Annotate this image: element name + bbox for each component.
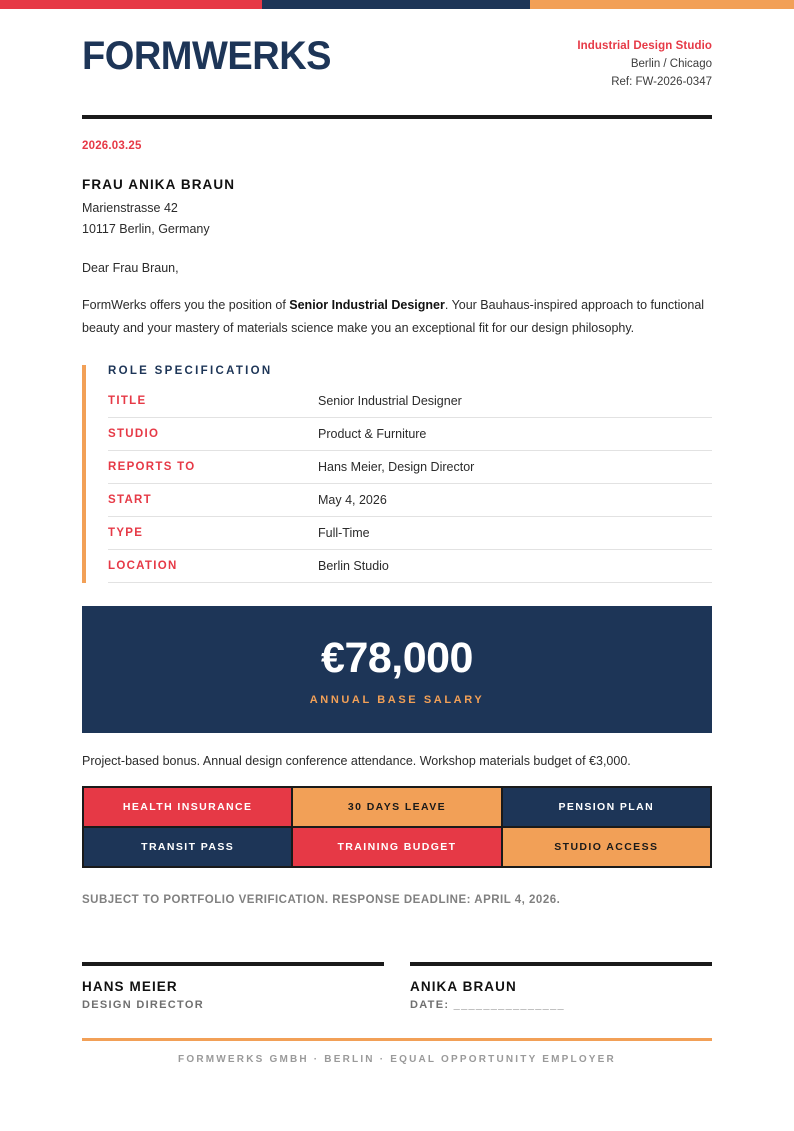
spec-value: Full-Time [318,517,712,550]
spec-label: LOCATION [108,550,318,583]
company-tagline: Industrial Design Studio [577,40,712,52]
signature-name: HANS MEIER [82,979,178,995]
recipient-address-line-2: 10117 Berlin, Germany [82,221,210,236]
document-reference: Ref: FW-2026-0347 [611,75,712,88]
spec-label: TITLE [108,394,318,418]
footer-text: FORMWERKS GMBH · BERLIN · EQUAL OPPORTUNITY EMPLOYER [178,1054,616,1066]
condition-line: SUBJECT TO PORTFOLIO VERIFICATION. RESPONSE DEADLINE: APRIL 4, 2026. [82,894,561,907]
signature-block-sender [82,962,384,1011]
top-bar-segment-red [0,0,262,9]
benefit-tile: HEALTH INSURANCE [84,788,291,826]
offer-paragraph [82,294,712,340]
table-row [108,484,712,517]
signature-line [410,962,712,966]
table-row [108,451,712,484]
benefit-tile: TRANSIT PASS [84,828,291,866]
spec-label: REPORTS TO [108,451,318,484]
benefits-grid [82,786,712,868]
table-row [108,394,712,418]
footer-divider [82,1038,712,1041]
salary-banner [82,606,712,733]
salary-caption: ANNUAL BASE SALARY [309,694,485,707]
page-content [0,9,794,1065]
signature-name: ANIKA BRAUN [410,979,517,995]
recipient-address-line-1: Marienstrasse 42 [82,201,178,216]
benefit-tile: PENSION PLAN [503,788,710,826]
signature-role: DESIGN DIRECTOR [82,999,204,1012]
recipient-block [82,174,712,238]
top-bar-segment-navy [262,0,530,9]
spec-value: Senior Industrial Designer [318,394,712,418]
spec-label: TYPE [108,517,318,550]
top-color-bar [0,0,794,9]
signature-section [82,962,712,1011]
offer-paragraph-tail: . Your Bauhaus-inspired approach to functional beauty and your mastery of materials science make you an exceptional fit for our design philosophy. [82,297,705,335]
salary-amount: €78,000 [321,634,473,683]
role-specification-section [82,365,712,583]
table-row [108,550,712,583]
masthead [82,9,712,91]
spec-label: STUDIO [108,418,318,451]
spec-value: Hans Meier, Design Director [318,451,712,484]
benefit-tile: TRAINING BUDGET [293,828,500,866]
offer-position-title: Senior Industrial Designer [289,297,445,312]
benefit-tile: STUDIO ACCESS [503,828,710,866]
table-row [108,418,712,451]
company-logo: FORMWERKS [82,34,332,78]
perks-note: Project-based bonus. Annual design conference attendance. Workshop materials budget of €3,000. [82,754,631,769]
spec-value: May 4, 2026 [318,484,712,517]
spec-value: Product & Furniture [318,418,712,451]
benefit-tile: 30 DAYS LEAVE [293,788,500,826]
offer-paragraph-lead: FormWerks offers you the position of [82,297,290,312]
top-bar-segment-orange [530,0,794,9]
table-row [108,517,712,550]
role-specification-heading: ROLE SPECIFICATION [108,365,273,378]
signature-date-field[interactable]: DATE: _______________ [410,999,565,1012]
masthead-divider [82,115,712,119]
spec-label: START [108,484,318,517]
role-specification-table [108,394,712,583]
masthead-meta [577,36,712,91]
salutation: Dear Frau Braun, [82,260,179,275]
recipient-name: FRAU ANIKA BRAUN [82,177,236,193]
company-locations: Berlin / Chicago [630,57,712,70]
spec-value: Berlin Studio [318,550,712,583]
letter-date: 2026.03.25 [82,140,142,153]
signature-line [82,962,384,966]
signature-block-recipient [410,962,712,1011]
